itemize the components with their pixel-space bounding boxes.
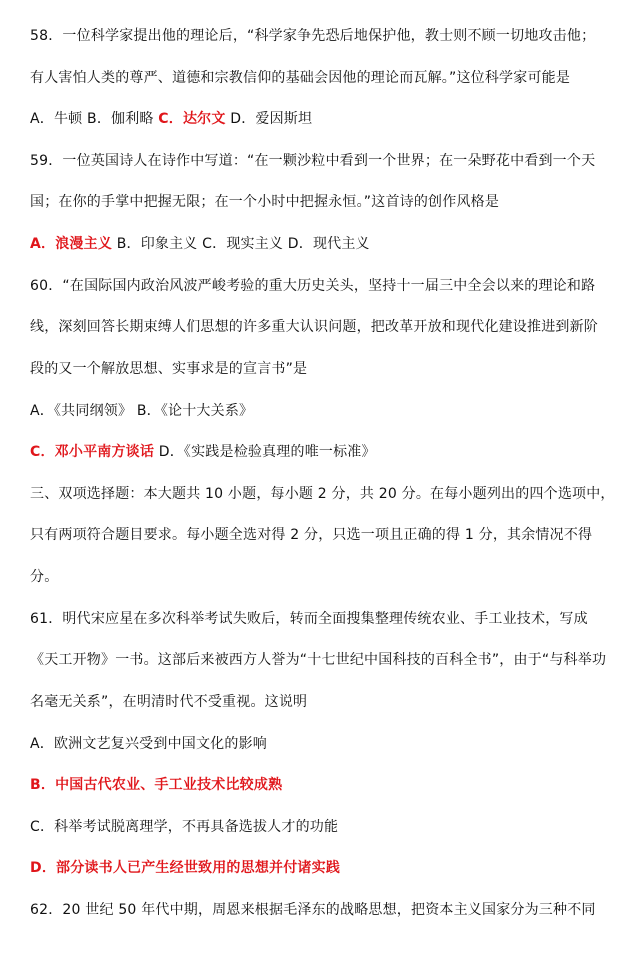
section3-instructions-line: 分。 xyxy=(30,569,59,585)
q58-options xyxy=(30,110,612,128)
q60-answer-c: C．邓小平南方谈话 xyxy=(30,444,155,460)
q60-stem-line: 线，深刻回答长期束缚人们思想的许多重大认识问题，把改革开放和现代化建设推进到新阶 xyxy=(30,319,598,335)
q61-option-c: C．科举考试脱离理学，不再具备选拔人才的功能 xyxy=(30,819,339,835)
q61-option-a: A．欧洲文艺复兴受到中国文化的影响 xyxy=(30,736,267,752)
q61-stem-line: 《天工开物》一书。这部后来被西方人誉为“十七世纪中国科技的百科全书”，由于“与科举功 xyxy=(30,652,607,668)
q59-stem-line: 59．一位英国诗人在诗作中写道：“在一颗沙粒中看到一个世界；在一朵野花中看到一个天 xyxy=(30,153,596,169)
q60-option-d: D．《实践是检验真理的唯一标准》 xyxy=(154,444,376,460)
q58-option-d: D．爱因斯坦 xyxy=(225,111,313,127)
q59-answer-a: A．浪漫主义 xyxy=(30,236,113,252)
q61-answer-d: D．部分读书人已产生经世致用的思想并付诸实践 xyxy=(30,860,341,876)
q60-options-ab: A．《共同纲领》 B．《论十大关系》 xyxy=(30,403,254,419)
q61-stem-line: 61．明代宋应星在多次科举考试失败后，转而全面搜集整理传统农业、手工业技术，写成 xyxy=(30,611,588,627)
q61-answer-b: B．中国古代农业、手工业技术比较成熟 xyxy=(30,777,283,793)
section3-instructions-line: 只有两项符合题目要求。每小题全选对得 2 分，只选一项且正确的得 1 分，其余情况不得 xyxy=(30,527,593,543)
q58-answer-c: C．达尔文 xyxy=(158,111,226,127)
q58-stem-line: 有人害怕人类的尊严、道德和宗教信仰的基础会因他的理论而瓦解。”这位科学家可能是 xyxy=(30,70,571,86)
q59-options xyxy=(30,235,612,253)
section3-instructions-line: 三、双项选择题：本大题共 10 小题，每小题 2 分，共 20 分。在每小题列出的四个选项中， xyxy=(30,486,615,502)
q60-options-cd xyxy=(30,443,612,461)
q60-stem-line: 段的又一个解放思想、实事求是的宣言书”是 xyxy=(30,361,308,377)
q60-stem-line: 60．“在国际国内政治风波严峻考验的重大历史关头，坚持十一届三中全会以来的理论和路 xyxy=(30,278,596,294)
q62-stem-line: 62．20 世纪 50 年代中期，周恩来根据毛泽东的战略思想，把资本主义国家分为三种不同 xyxy=(30,902,596,918)
q58-options-ab: A．牛顿 B．伽利略 xyxy=(30,111,159,127)
q59-stem-line: 国；在你的手掌中把握无限；在一个小时中把握永恒。”这首诗的创作风格是 xyxy=(30,194,500,210)
q59-options-bcd: B．印象主义 C．现实主义 D．现代主义 xyxy=(112,236,370,252)
q61-stem-line: 名毫无关系”，在明清时代不受重视。这说明 xyxy=(30,694,308,710)
q58-stem-line: 58．一位科学家提出他的理论后，“科学家争先恐后地保护他，教士则不顾一切地攻击他； xyxy=(30,28,596,44)
